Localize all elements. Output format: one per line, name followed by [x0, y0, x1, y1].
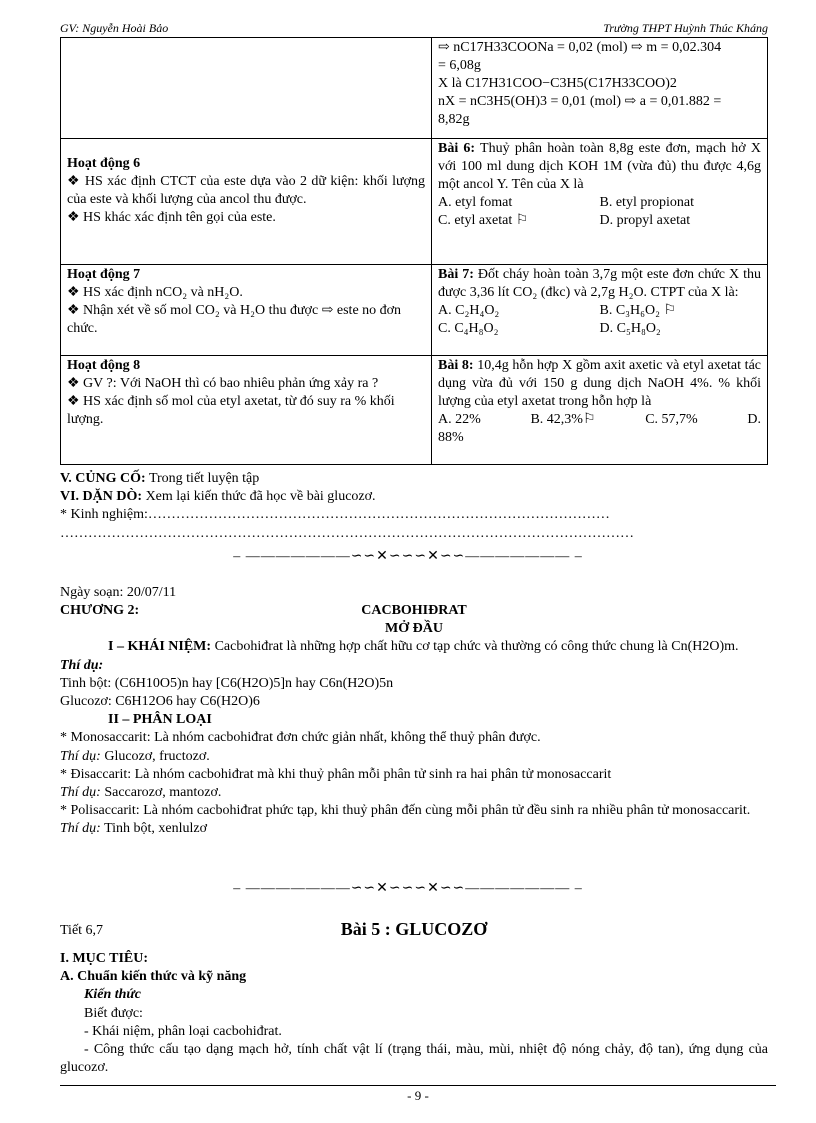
starch-formula: Tinh bột: (C6H10O5)n hay [C6(H2O)5]n hay C6n(H2O)5n — [60, 675, 394, 691]
activity-step: ❖ HS khác xác định tên gọi của este. — [67, 210, 276, 225]
school-name: Trường THPT Huỳnh Thúc Kháng — [603, 21, 768, 35]
activity-step: ❖ HS xác định nCO₂ và nH₂O. — [67, 285, 243, 300]
period-label: Tiết 6,7 — [60, 923, 104, 938]
knowledge-heading: Kiến thức — [84, 987, 142, 1003]
solution-line: X là C17H31COO−C3H5(C17H33COO)2 — [438, 76, 677, 91]
cungco-label: V. CỦNG CỐ: — [60, 471, 146, 486]
activity-step: ❖ HS xác định số mol của etyl axetat, từ đó suy ra % khối lượng. — [67, 394, 395, 427]
teacher-name: GV: Nguyễn Hoài Bảo — [60, 21, 169, 35]
option-a: A. C₂H₄O₂ — [438, 303, 500, 318]
dotted-line: …………………………………………………………………………………………………………… — [60, 525, 634, 541]
solution-line: 8,82g — [438, 112, 470, 127]
option-a: A. etyl fomat — [438, 195, 513, 210]
lesson-title: Bài 5 : GLUCOZƠ — [340, 919, 488, 939]
option-d: D. propyl axetat — [599, 213, 691, 228]
concept-label: I – KHÁI NIỆM: — [108, 639, 212, 655]
experience-line: * Kinh nghiệm:……………………………………………………………………………………… — [60, 507, 610, 523]
option-a: A. 22% — [438, 412, 481, 427]
knowledge-item: - Khái niệm, phân loại cacbohiđrat. — [84, 1023, 282, 1039]
chapter-label: CHƯƠNG 2: — [60, 603, 140, 619]
mono-def: * Monosaccarit: Là nhóm cacbohiđrat đơn chức giản nhất, không thể thuỷ phân được. — [60, 730, 541, 746]
summary-section: V. CỦNG CỐ: Trong tiết luyện tập VI. DẶN DÒ: Xem lại kiến thức đã học về bài glucozơ. * Kinh nghiệm:……………………………………………………………………………………… …………………………………………………………………………………………………………… — [60, 470, 768, 543]
option-c: C. 57,7% — [645, 412, 698, 427]
know-intro: Biết được: — [84, 1005, 143, 1021]
option-c: C. etyl axetat ⚐ — [438, 213, 529, 228]
activity-step: ❖ Nhận xét về số mol CO₂ và H₂O thu được ⇨ este no đơn chức. — [67, 303, 402, 336]
answer-options — [438, 302, 761, 338]
chapter-title: CACBOHIĐRAT — [361, 603, 467, 619]
activity-title: Hoạt động 6 — [67, 156, 141, 171]
objectives-heading: I. MỤC TIÊU: — [60, 951, 149, 966]
exercise-text: Bài 6: Thuỷ phân hoàn toàn 8,8g este đơn, mạch hở X với 100 ml dung dịch KOH 1M (vừa đủ) thu được 4,6g một ancol Y. Tên của X là — [438, 141, 761, 192]
option-d-value: 88% — [438, 430, 464, 445]
dando-label: VI. DẶN DÒ: — [60, 489, 143, 505]
di-def: * Đisaccarit: Là nhóm cacbohiđrat mà khi thuỷ phân mỗi phân tử sinh ra hai phân tử monosaccarit — [60, 766, 612, 782]
table-row — [61, 356, 768, 465]
option-d: D. C₅H₈O₂ — [599, 321, 661, 336]
knowledge-item: - Công thức cấu tạo dạng mạch hở, tính chất vật lí (trạng thái, màu, mùi, nhiệt độ nóng chảy, độ tan), ứng dụng của glucozơ. — [60, 1041, 768, 1076]
table-row — [61, 265, 768, 356]
intro-heading: MỞ ĐẦU — [385, 621, 443, 637]
activity-table — [60, 37, 768, 465]
solution-line: = 6,08g — [438, 58, 481, 73]
glucose-formula: Glucozơ: C6H12O6 hay C6(H2O)6 — [60, 693, 260, 709]
activity-title: Hoạt động 7 — [67, 267, 141, 282]
activity-title: Hoạt động 8 — [67, 358, 141, 373]
activity-step: ❖ HS xác định CTCT của este dựa vào 2 dữ kiện: khối lượng của este và khối lượng của ancol thu được. — [67, 174, 425, 207]
table-row — [61, 38, 768, 139]
page-header — [60, 23, 768, 38]
option-b: B. etyl propionat — [599, 195, 694, 210]
answer-options — [438, 194, 761, 230]
chapter-section: Ngày soạn: 20/07/11 CHƯƠNG 2: CACBOHIĐRAT MỞ ĐẦU I – KHÁI NIỆM: Cacbohiđrat là những hợp chất hữu cơ tạp chức và thường có công thức chung là Cn(H2O)m. Thí dụ: Tinh bột: (C6H10O5)n hay [C6(H2O)5]n hay C6n(H2O)5n Glucozơ: C6H12O6 hay C6(H2O)6 II – PHÂN LOẠI * Monosaccarit: Là nhóm cacbohiđrat đơn chức giản nhất, không thể thuỷ phân được. Thí dụ: Glucozơ, fructozơ. * Đisaccarit: Là nhóm cacbohiđrat mà khi thuỷ phân mỗi phân tử sinh ra hai phân tử monosaccarit Thí dụ: Saccarozơ, mantozơ. * Polisaccarit: Là nhóm cacbohiđrat phức tạp, khi thuỷ phân đến cùng mỗi phân tử đều sinh ra nhiều phân tử monosaccarit. Thí dụ: Tinh bột, xenlulzơ — [60, 584, 768, 838]
activity-step: ❖ GV ?: Với NaOH thì có bao nhiêu phản ứng xảy ra ? — [67, 376, 379, 391]
solution-line: ⇨ nC17H33COONa = 0,02 (mol) ⇨ m = 0,02.304 — [438, 40, 722, 55]
option-d: D. — [747, 412, 761, 427]
exercise-text: Bài 7: Đốt cháy hoàn toàn 3,7g một este đơn chức X thu được 3,36 lít CO₂ (đkc) và 2,7g H₂O. CTPT của X là: — [438, 267, 761, 300]
divider-ornament: – ———————∽∽✕∽∽∽✕∽∽——————— – — [233, 549, 583, 564]
lesson-section — [60, 918, 768, 1077]
table-row — [61, 139, 768, 265]
divider-ornament: – ———————∽∽✕∽∽∽✕∽∽——————— – — [233, 881, 583, 896]
option-b: B. C₃H₆O₂ ⚐ — [599, 303, 677, 318]
standard-heading: A. Chuẩn kiến thức và kỹ năng — [60, 969, 247, 985]
concept-text: Cacbohiđrat là những hợp chất hữu cơ tạp chức và thường có công thức chung là Cn(H2O)m. — [211, 639, 739, 655]
poli-def: * Polisaccarit: Là nhóm cacbohiđrat phức tạp, khi thuỷ phân đến cùng mỗi phân tử đều sinh ra nhiều phân tử monosaccarit. — [60, 803, 751, 819]
exercise-text: Bài 8: 10,4g hỗn hợp X gồm axit axetic và etyl axetat tác dụng vừa đủ với 150 g dung dịch NaOH 4%. % khối lượng của etyl axetat trong hỗn hợp là — [438, 358, 761, 409]
option-c: C. C₄H₈O₂ — [438, 321, 499, 336]
example-label: Thí dụ: — [60, 657, 104, 673]
option-b: B. 42,3%⚐ — [530, 412, 596, 427]
date-prepared: Ngày soạn: 20/07/11 — [60, 585, 177, 600]
solution-line: nX = nC3H5(OH)3 = 0,01 (mol) ⇨ a = 0,01.882 = — [438, 94, 722, 109]
classification-heading: II – PHÂN LOẠI — [108, 712, 212, 728]
answer-options — [438, 411, 761, 429]
page-number: - 9 - — [60, 1085, 776, 1105]
